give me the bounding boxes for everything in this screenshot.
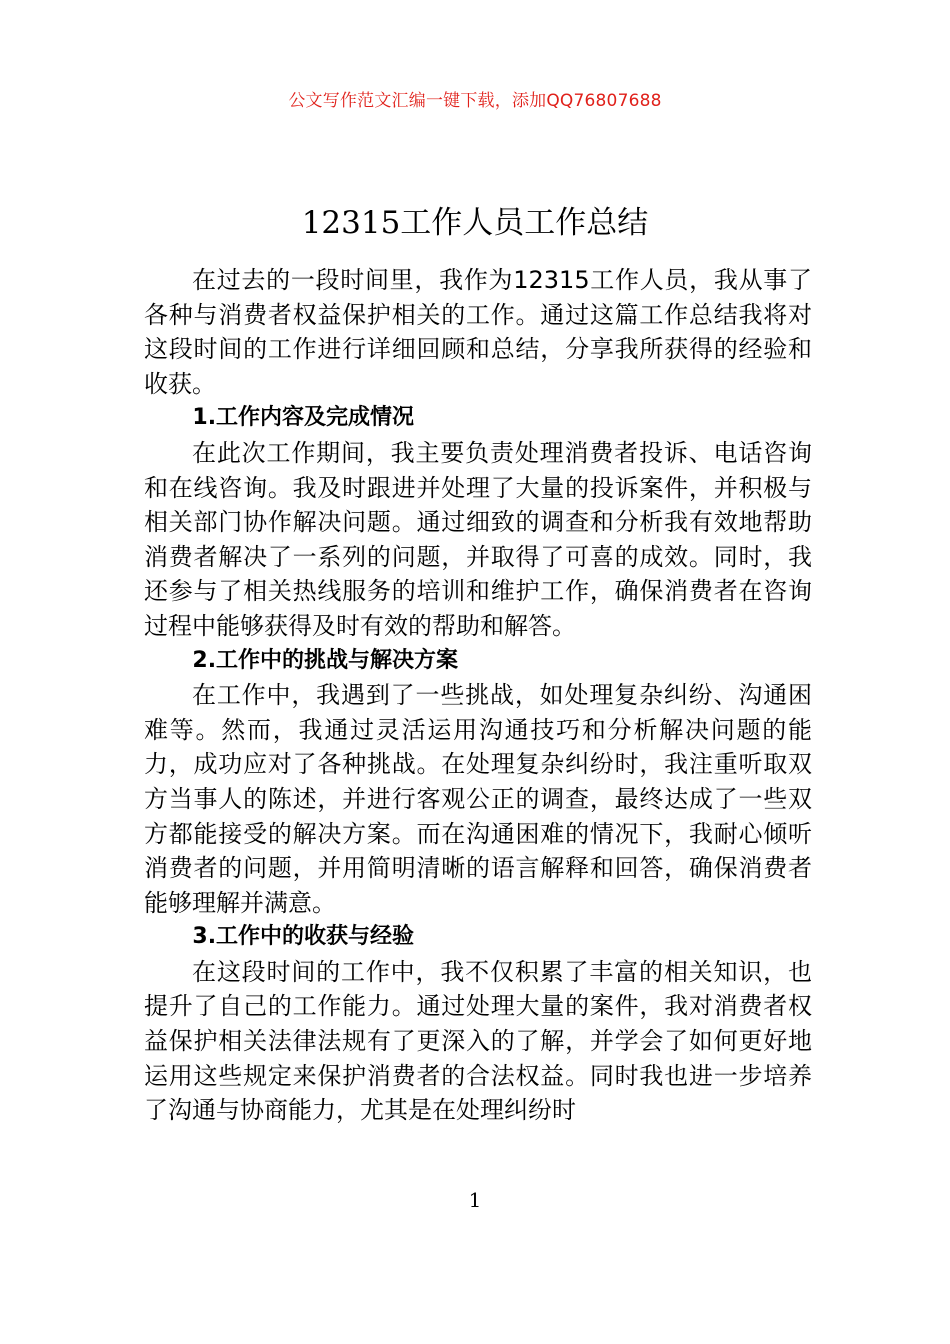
download-banner: 公文写作范文汇编一键下载，添加QQ76807688 bbox=[288, 91, 662, 111]
section-paragraph-1: 在此次工作期间，我主要负责处理消费者投诉、电话咨询和在线咨询。我及时跟进并处理了大量的投诉案件，并积极与相关部门协作解决问题。通过细致的调查和分析我有效地帮助消费者解决了一系列的问题，并取得了可喜的成效。同时，我还参与了相关热线服务的培训和维护工作，确保消费者在咨询过程中能够获得及时有效的帮助和解答。 bbox=[144, 438, 812, 640]
document-body bbox=[144, 263, 812, 1128]
page-number: 1 bbox=[468, 1188, 482, 1212]
section-paragraph-3: 在这段时间的工作中，我不仅积累了丰富的相关知识，也提升了自己的工作能力。通过处理大量的案件，我对消费者权益保护相关法律法规有了更深入的了解，并学会了如何更好地运用这些规定来保护消费者的合法权益。同时我也进一步培养了沟通与协商能力，尤其是在处理纠纷时 bbox=[144, 957, 812, 1125]
section-heading-3: 3.工作中的收获与经验 bbox=[192, 924, 415, 950]
section-heading-2: 2.工作中的挑战与解决方案 bbox=[192, 647, 459, 673]
document-title: 12315工作人员工作总结 bbox=[301, 204, 649, 241]
intro-paragraph: 在过去的一段时间里，我作为12315工作人员，我从事了各种与消费者权益保护相关的工作。通过这篇工作总结我将对这段时间的工作进行详细回顾和总结，分享我所获得的经验和收获。 bbox=[144, 266, 812, 398]
section-paragraph-2: 在工作中，我遇到了一些挑战，如处理复杂纠纷、沟通困难等。然而，我通过灵活运用沟通技巧和分析解决问题的能力，成功应对了各种挑战。在处理复杂纠纷时，我注重听取双方当事人的陈述，并进行客观公正的调查，最终达成了一些双方都能接受的解决方案。而在沟通困难的情况下，我耐心倾听消费者的问题，并用简明清晰的语言解释和回答，确保消费者能够理解并满意。 bbox=[144, 681, 812, 917]
section-heading-1: 1.工作内容及完成情况 bbox=[192, 405, 415, 431]
